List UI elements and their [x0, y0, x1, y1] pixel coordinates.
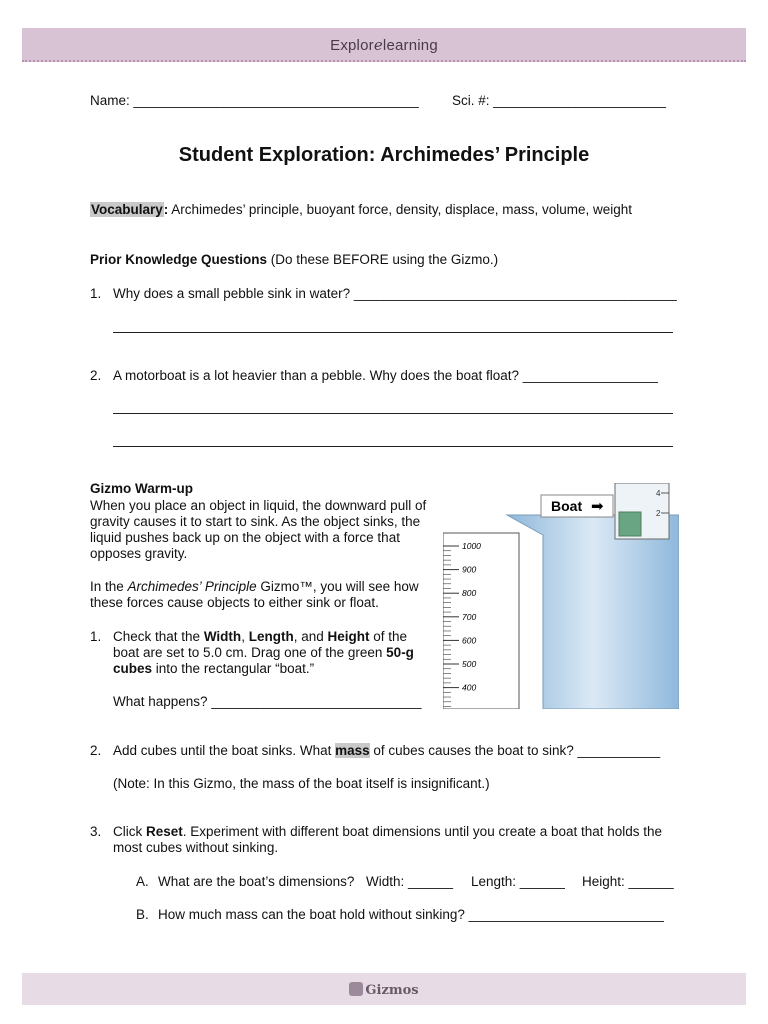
- vocabulary-line: Vocabulary: Archimedes’ principle, buoyant force, density, displace, mass, volume, weight: [91, 202, 633, 217]
- scale-tick-label: 400: [462, 682, 477, 693]
- vocabulary-label: Vocabulary: [91, 202, 163, 217]
- green-cube[interactable]: [619, 512, 641, 536]
- step-3-text: Click Reset. Experiment with different boat dimensions until you create a boat that holds the most cubes without sinking.: [113, 824, 663, 855]
- graduated-scale: [443, 533, 519, 709]
- warmup-heading: Gizmo Warm-up: [90, 481, 193, 496]
- brand-logo: Explorelearning: [330, 36, 438, 54]
- beaker-illustration: [443, 483, 679, 709]
- page-title: Student Exploration: Archimedes’ Principle: [178, 144, 590, 166]
- boat-tick-label: 2: [656, 509, 661, 518]
- step-3a-letter: A.: [136, 874, 149, 889]
- step-1-text: Check that the Width, Length, and Height of the boat are set to 5.0 cm. Drag one of the green 50-g cubes into the rectangular “boat.”: [113, 629, 414, 676]
- boat-label: Boat: [551, 498, 583, 514]
- gizmo-figure: [443, 483, 679, 709]
- scale-tick-label: 600: [462, 635, 477, 646]
- step-2-text: Add cubes until the boat sinks. What mass of cubes causes the boat to sink? ___________: [113, 743, 661, 758]
- scale-tick-label: 1000: [462, 541, 481, 551]
- water-beaker: [507, 515, 679, 709]
- header-bar: [22, 28, 746, 62]
- question-2-number: 2.: [90, 368, 102, 383]
- boat-tick-label: 4: [656, 489, 661, 498]
- warmup-paragraph-2: In the Archimedes’ Principle Gizmo™, you will see how these forces cause objects to either sink or float.: [90, 579, 419, 610]
- step-1-what-happens[interactable]: What happens? ____________________________: [113, 694, 422, 709]
- question-2-text: A motorboat is a lot heavier than a pebble. Why does the boat float? __________________: [113, 368, 658, 383]
- arrow-right-icon: ➡: [591, 497, 604, 515]
- name-field[interactable]: Name: ______________________________________: [90, 93, 419, 108]
- scale-tick-label: 900: [462, 564, 477, 575]
- step-3a-text: What are the boat’s dimensions?: [158, 874, 355, 889]
- question-1-text: Why does a small pebble sink in water? ___________________________________________: [113, 286, 677, 301]
- gizmos-logo: Gizmos: [22, 982, 746, 998]
- scale-tick-label: 700: [462, 611, 477, 622]
- question-1-number: 1.: [90, 286, 102, 301]
- vocabulary-terms: Archimedes’ principle, buoyant force, density, displace, mass, volume, weight: [168, 202, 633, 217]
- scale-tick-label: 800: [462, 588, 477, 599]
- scale-tick-label: 500: [462, 659, 477, 669]
- answer-line[interactable]: [113, 332, 673, 333]
- length-answer-field[interactable]: Length: ______: [471, 874, 565, 889]
- step-3b-text: How much mass can the boat hold without sinking? __________________________: [158, 907, 664, 922]
- answer-line[interactable]: [113, 446, 673, 447]
- warmup-paragraph-1: When you place an object in liquid, the downward pull of gravity causes it to start to sink. As the object sinks, the liquid pushes back up on the object with a force that opposes gravity.: [90, 498, 427, 561]
- width-answer-field[interactable]: Width: ______: [366, 874, 454, 889]
- answer-line[interactable]: [113, 413, 673, 414]
- footer-bar: [22, 973, 746, 1005]
- step-2-note: (Note: In this Gizmo, the mass of the boat itself is insignificant.): [113, 776, 490, 791]
- step-1-number: 1.: [90, 629, 102, 644]
- step-3-number: 3.: [90, 824, 102, 839]
- step-2-number: 2.: [90, 743, 102, 758]
- height-answer-field[interactable]: Height: ______: [582, 874, 674, 889]
- sci-number-field[interactable]: Sci. #: _______________________: [452, 93, 666, 108]
- prior-knowledge-heading: Prior Knowledge Questions (Do these BEFORE using the Gizmo.): [90, 252, 499, 267]
- step-3b-letter: B.: [136, 907, 149, 922]
- gizmos-logo-icon: [349, 982, 363, 996]
